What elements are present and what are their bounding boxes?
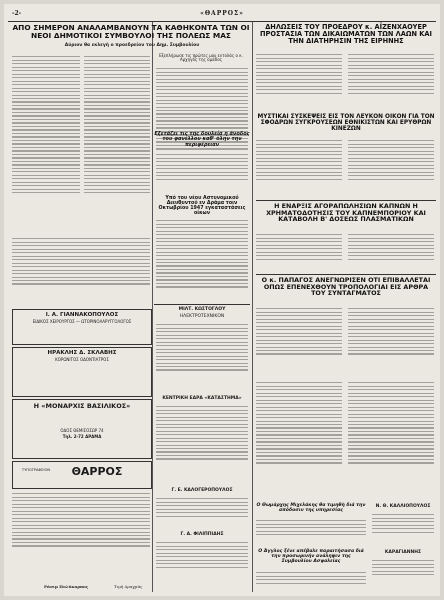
- center-ad-title: ΚΕΝΤΡΙΚΗ ΕΔΡΑ «ΚΑΤΑΣΤΗΜΑ»: [162, 396, 242, 401]
- article-body: [348, 380, 434, 500]
- page-number: -2-: [12, 10, 22, 17]
- article-body: [156, 218, 248, 308]
- article-body: [256, 306, 342, 376]
- left-main-subtitle: Αύριον θα εκλεγή ο προεδρείον του Δημ. Συμβουλίου: [64, 43, 200, 48]
- ad-title: ΗΡΑΚΛΗΣ Δ. ΣΚΛΑΒΗΣ: [47, 350, 117, 356]
- ad-printshop: [12, 461, 152, 489]
- ad-title: Ι. Α. ΓΙΑΝΝΑΚΟΠΟΥΛΟΣ: [45, 312, 119, 318]
- right-mid-title: ΜΥΣΤΙΚΑΙ ΣΥΣΚΕΨΕΙΣ ΕΙΣ ΤΟΝ ΛΕΥΚΟΝ ΟΙΚΟΝ ΓΙΑ ΤΟΝ ΣΦΟΔΡΩΝ ΣΥΓΚΡΟΥΣΕΩΝ ΕΘΝΙΚΙΣΤΩΝ ΚΑΙ ΕΡΥΘΡΩΝ ΚΙΝΕΖΩΝ: [257, 114, 435, 133]
- article-body: [156, 496, 248, 528]
- header-rule: [8, 21, 436, 22]
- article-body: [12, 491, 150, 581]
- article-body: [256, 52, 342, 112]
- article-body: [156, 322, 248, 392]
- section-rule: [256, 274, 436, 275]
- center-ad-title: Γ. Α. ΦΙΛΙΠΠΙΔΗΣ: [180, 532, 224, 537]
- article-body: [348, 138, 434, 198]
- right-ad-title: Ν. Θ. ΚΑΛΛΙΟΠΟΥΛΟΣ: [375, 504, 431, 509]
- page-header: [4, 10, 440, 20]
- article-body: [256, 138, 342, 198]
- ad-text: ΤΥΠΟΓΡΑΦΕΙΟΝ: [21, 468, 51, 472]
- newspaper-page: [4, 4, 440, 596]
- column-divider: [252, 22, 253, 592]
- article-body: [12, 54, 80, 234]
- ad-insurance: [12, 399, 152, 459]
- ad-text: ΕΙΔΙΚΟΣ ΧΕΙΡΟΥΡΓΟΣ — ΩΤΟΡΙΝΟΛΑΡΥΓΓΟΛΟΓΟΣ: [32, 319, 132, 324]
- left-main-title: ΑΠΟ ΣΗΜΕΡΟΝ ΑΝΑΛΑΜΒΑΝΟΥΝ ΤΑ ΚΑΘΗΚΟΝΤΑ ΤΩΝ ΟΙ ΝΕΟΙ ΔΗΜΟΤΙΚΟΙ ΣΥΜΒΟΥΛΟΙ ΤΗΣ ΠΟΛΕΩΣ ΜΑΣ: [12, 23, 250, 40]
- article-body: [372, 558, 434, 592]
- center-ad-sub: ΗΛΕΚΤΡΟΤΕΧΝΙΚΟΝ: [179, 314, 225, 319]
- ad-title: Η «ΜΟΝΑΡΧΙΣ ΒΑΣΙΛΙΚΟΣ»: [33, 402, 131, 410]
- section-rule: [256, 200, 436, 201]
- column-divider: [152, 22, 153, 592]
- newspaper-name: «ΘΑΡΡΟΣ»: [200, 10, 244, 17]
- ad-text: Τηλ. 2-72 ΔΡΑΜΑ: [62, 434, 102, 439]
- article-body: [348, 232, 434, 272]
- center-ad-title: ΜΙΛΤ. ΚΩΣΤΟΓΛΟΥ: [154, 304, 250, 312]
- article-body: [84, 54, 150, 234]
- right-lower-title: Ο κ. ΠΑΠΑΓΟΣ ΑΝΕΓΝΩΡΙΣΕΝ ΟΤΙ ΕΠΙΒΑΛΛΕΤΑΙ ΟΠΩΣ ΕΠΕΝΕΧΘΟΥΝ ΤΡΟΠΟΛΟΓΙΑΙ ΕΙΣ ΑΡΘΡΑ ΤΟΥ ΣΥΝΤΑΓΜΑΤΟΣ: [261, 276, 431, 298]
- article-body: [12, 236, 150, 306]
- article-body: [348, 52, 434, 112]
- article-body: [256, 518, 366, 548]
- article-body: [156, 152, 248, 192]
- mid-article-title: Υπό του νέου Αστυνομικού Διευθυντού εν Δράμα τοιν Οκτωβρίου 1947 εγκαταστάσεις οίκων: [158, 196, 246, 217]
- right-bottom-note2: Ο Άγγλος ξένε απέβαλε παραιτήσασα διά την προσωρινήν ανάληψιν της Συμβουλίου Ασφαλείας: [258, 549, 364, 564]
- ad-title: ΘΑΡΡΟΣ: [71, 465, 123, 478]
- ad-text: ΟΔΟΣ ΘΕΜΙΣΟΣΩΡ 74: [60, 428, 104, 433]
- ad-surgeon: [12, 309, 152, 345]
- article-body: [256, 570, 366, 592]
- footer-price: Τιμή Δραχμάς: [114, 584, 143, 589]
- right-big-title: Η ΕΝΑΡΞΙΣ ΑΓΟΡΑΠΩΛΗΣΙΩΝ ΚΑΠΝΩΝ Η ΧΡΗΜΑΤΟΔΟΤΗΣΙΣ ΤΟΥ ΚΑΠΝΕΜΠΟΡΙΟΥ ΚΑΙ ΚΑΤΑΒΟΛΗ Β' ΔΟΣΕΩΣ ΠΛΑΣΜΑΤΙΚΩΝ: [266, 202, 426, 224]
- ad-text: ΚΟΡΩΝΙΤΟΣ ΟΔΟΝΤΙΑΤΡΟΣ: [55, 357, 109, 362]
- article-body: [256, 380, 342, 500]
- article-body: [372, 512, 434, 548]
- ad-dentist: [12, 347, 152, 397]
- right-top-title: ΔΗΛΩΣΕΙΣ ΤΟΥ ΠΡΟΕΔΡΟΥ κ. ΑΪΖΕΝΧΑΟΥΕΡ ΠΡΟΣΤΑΣΙΑ ΤΩΝ ΔΙΚΑΙΩΜΑΤΩΝ ΤΩΝ ΛΑΩΝ ΚΑΙ ΤΗΝ ΔΙΑΤΗΡΗΣΙΝ ΤΗΣ ΕΙΡΗΝΗΣ: [260, 23, 432, 45]
- quote-headline: Εξετάζει τις της δουλεία η άνοδος του φανέλλου καθ' όλην την περιφέρειαν: [154, 131, 250, 148]
- article-body: [156, 540, 248, 588]
- inset-note: Εξεπλήρωσε τις πρώτες μου εντολάς ο κ. Αρχηγός της ομάδος: [159, 53, 243, 63]
- article-body: [348, 306, 434, 376]
- center-ad-title: Γ. Ε. ΚΑΛΟΓΕΡΟΠΟΥΛΟΣ: [171, 488, 233, 493]
- article-body: [256, 232, 342, 272]
- right-bottom-note: Ο Θωμάρχης Μιχελάκης θα τιμηθή διά την απόδοσιν της υπηρεσίας: [256, 503, 366, 513]
- article-body: [156, 404, 248, 484]
- footer-note: Ράσιμ Πολύκαρπος: [44, 584, 89, 589]
- right-ad-title: ΚΑΡΑΓΙΑΝΝΗΣ: [384, 550, 422, 555]
